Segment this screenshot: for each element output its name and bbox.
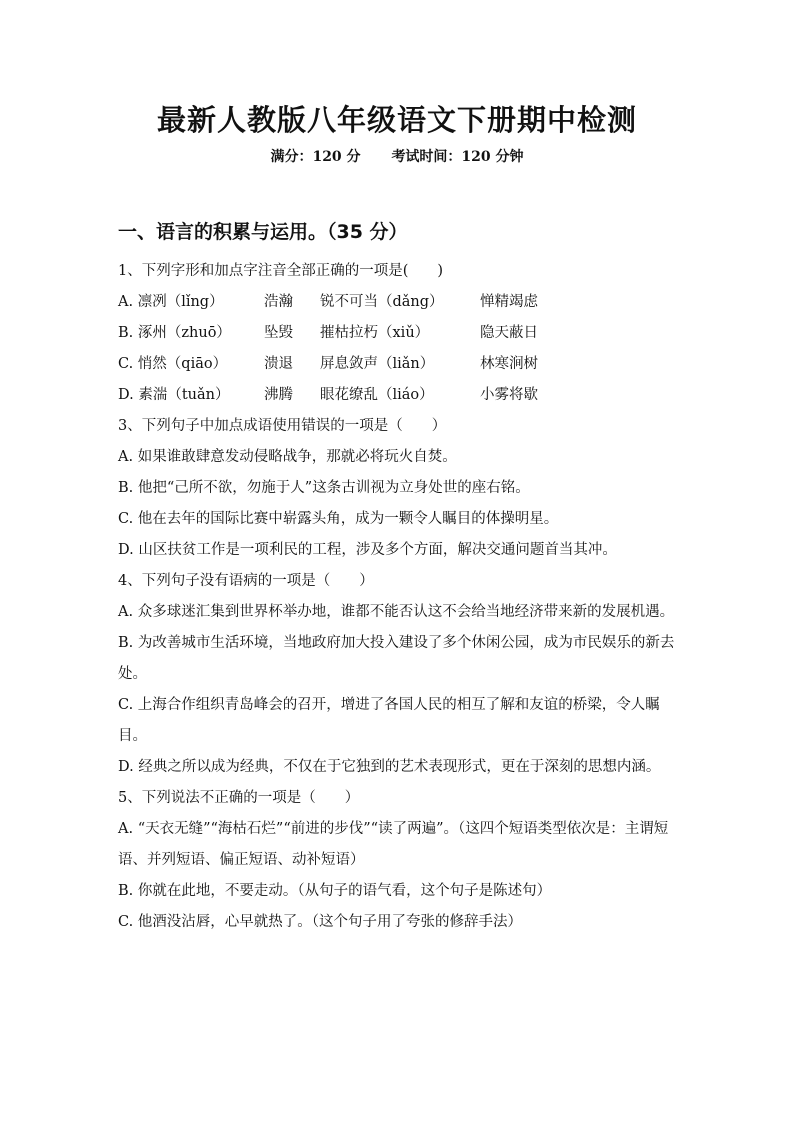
question-4-option-b: B. 为改善城市生活环境，当地政府加大投入建设了多个休闲公园，成为市民娱乐的新去处。 bbox=[118, 635, 675, 682]
question-4-option-a: A. 众多球迷汇集到世界杯举办地，谁都不能否认这不会给当地经济带来新的发展机遇。 bbox=[118, 604, 675, 620]
option-cell: A. 凛冽（lǐng） bbox=[118, 294, 224, 310]
question-3-option-c: C. 他在去年的国际比赛中崭露头角，成为一颗令人瞩目的体操明星。 bbox=[118, 511, 559, 527]
exam-time: 考试时间：120 分钟 bbox=[391, 149, 524, 165]
option-cell: C. 悄然（qiāo） bbox=[118, 356, 228, 372]
question-5-option-c: C. 他酒没沾唇，心早就热了。（这个句子用了夸张的修辞手法） bbox=[118, 914, 523, 930]
question-1-option-a bbox=[118, 287, 678, 318]
option-cell: 隐天蔽日 bbox=[480, 325, 538, 341]
option-cell: 坠毁 bbox=[264, 325, 293, 341]
option-cell: D. 素湍（tuǎn） bbox=[118, 387, 230, 403]
question-1-option-c bbox=[118, 349, 678, 380]
question-5-option-b: B. 你就在此地，不要走动。（从句子的语气看，这个句子是陈述句） bbox=[118, 883, 552, 899]
option-cell: B. 涿州（zhuō） bbox=[118, 325, 231, 341]
option-cell: 屏息敛声（liǎn） bbox=[320, 356, 435, 372]
option-cell: 摧枯拉朽（xiǔ） bbox=[320, 325, 430, 341]
question-1-option-b bbox=[118, 318, 678, 349]
question-5-option-a: A. “天衣无缝”“海枯石烂”“前进的步伐”“读了两遍”。（这四个短语类型依次是：主谓短语、并列短语、偏正短语、动补短语） bbox=[118, 821, 669, 868]
option-cell: 眼花缭乱（liáo） bbox=[320, 387, 434, 403]
option-cell: 惮精竭虑 bbox=[480, 294, 538, 310]
question-3-stem: 3、下列句子中加点成语使用错误的一项是（ ） bbox=[118, 418, 447, 434]
option-cell: 林寒涧树 bbox=[480, 356, 538, 372]
section-heading: 一、语言的积累与运用。（35 分） bbox=[118, 221, 408, 243]
question-4-option-c: C. 上海合作组织青岛峰会的召开，增进了各国人民的相互了解和友谊的桥梁，令人瞩目。 bbox=[118, 697, 660, 744]
question-3-option-a: A. 如果谁敢肆意发动侵略战争，那就必将玩火自焚。 bbox=[118, 449, 457, 465]
question-4-stem: 4、下列句子没有语病的一项是（ ） bbox=[118, 573, 374, 589]
option-cell: 溃退 bbox=[264, 356, 293, 372]
option-cell: 锐不可当（dǎng） bbox=[320, 294, 444, 310]
question-1-stem: 1、下列字形和加点字注音全部正确的一项是( ) bbox=[118, 263, 444, 279]
option-cell: 小雾将歇 bbox=[480, 387, 538, 403]
question-1-option-d bbox=[118, 380, 678, 411]
question-list bbox=[118, 256, 678, 938]
full-score: 满分：120 分 bbox=[270, 149, 361, 165]
question-4-option-d: D. 经典之所以成为经典，不仅在于它独到的艺术表现形式，更在于深刻的思想内涵。 bbox=[118, 759, 661, 775]
option-cell: 沸腾 bbox=[264, 387, 293, 403]
exam-meta bbox=[0, 146, 794, 166]
question-3-option-b: B. 他把“己所不欲，勿施于人”这条古训视为立身处世的座右铭。 bbox=[118, 480, 530, 496]
option-cell: 浩瀚 bbox=[264, 294, 293, 310]
question-3-option-d: D. 山区扶贫工作是一项利民的工程，涉及多个方面，解决交通问题首当其冲。 bbox=[118, 542, 617, 558]
question-5-stem: 5、下列说法不正确的一项是（ ） bbox=[118, 790, 360, 806]
page-title: 最新人教版八年级语文下册期中检测 bbox=[156, 103, 637, 137]
